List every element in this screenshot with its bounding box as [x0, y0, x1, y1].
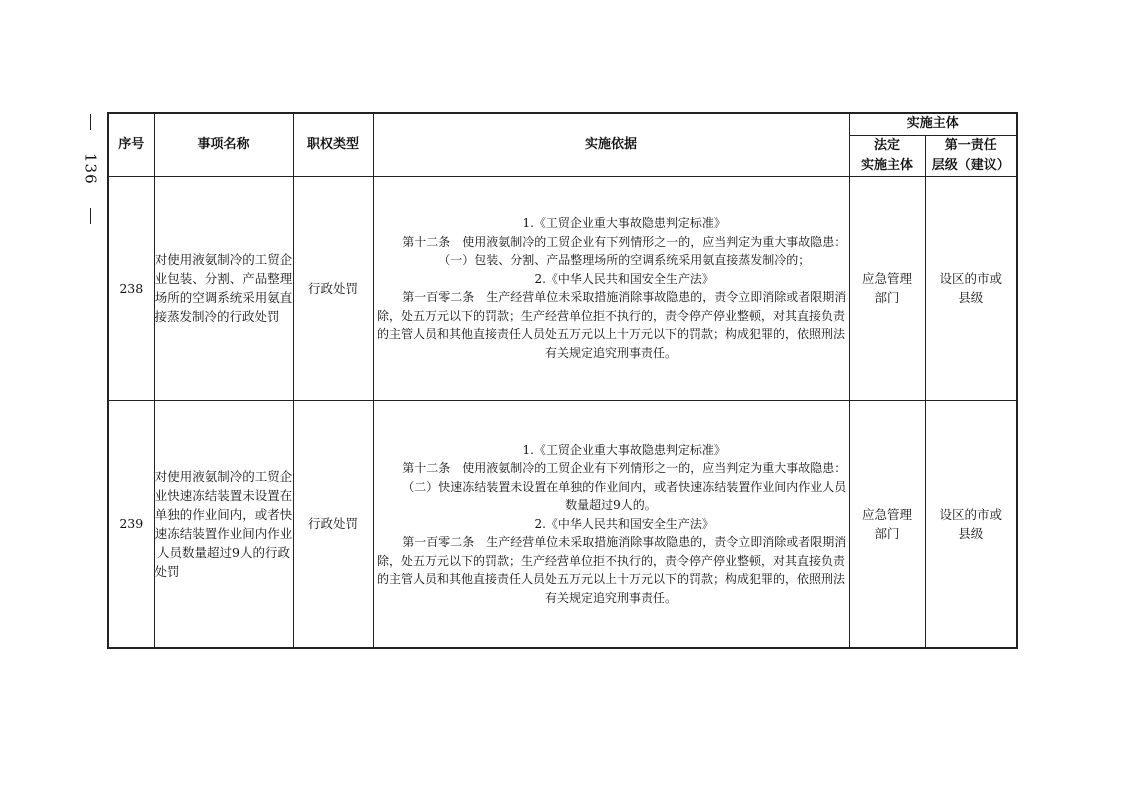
basis-line: （二）快速冻结装置未设置在单独的作业间内，或者快速冻结装置作业间内作业人员数量超过9人的。 — [402, 479, 847, 512]
row-legal-subject: 应急管理部门 — [849, 176, 925, 400]
basis-line: 第一百零二条 生产经营单位未采取措施消除事故隐患的，责令立即消除或者限期消除，处五万元以下的罚款；生产经营单位拒不执行的，责令停产停业整顿，对其直接负责的主管人员和其他直接责任人员处五万元以上十万元以下的罚款；构成犯罪的，依照刑法有关规定追究刑事责任。 — [376, 290, 847, 360]
row-first-responsibility: 设区的市或县级 — [925, 176, 1017, 400]
row-first-responsibility: 设区的市或县级 — [925, 400, 1017, 648]
header-seq: 序号 — [108, 113, 154, 176]
page-number — [80, 114, 100, 224]
row-item-name: 对使用液氨制冷的工贸企业包装、分割、产品整理场所的空调系统采用氨直接蒸发制冷的行政处罚 — [154, 176, 293, 400]
row-item-name: 对使用液氨制冷的工贸企业快速冻结装置未设置在单独的作业间内，或者快速冻结装置作业间内作业人员数量超过9人的行政处罚 — [154, 400, 293, 648]
basis-line: 第一百零二条 生产经营单位未采取措施消除事故隐患的，责令立即消除或者限期消除，处五万元以下的罚款；生产经营单位拒不执行的，责令停产停业整顿，对其直接负责的主管人员和其他直接责任人员处五万元以上十万元以下的罚款；构成犯罪的，依照刑法有关规定追究刑事责任。 — [376, 535, 847, 605]
basis-line: （一）包装、分割、产品整理场所的空调系统采用氨直接蒸发制冷的； — [438, 253, 811, 267]
header-legal-subject-line1: 法定 — [873, 137, 900, 153]
row-seq: 238 — [108, 176, 154, 400]
basis-line: 第十二条 使用液氨制冷的工贸企业有下列情形之一的，应当判定为重大事故隐患： — [402, 461, 847, 475]
row-seq: 239 — [108, 400, 154, 648]
row-power-type: 行政处罚 — [293, 176, 373, 400]
page-number-value: 136 — [81, 153, 100, 185]
basis-line: 2.《中华人民共和国安全生产法》 — [534, 271, 714, 286]
basis-line: 1.《工贸企业重大事故隐患判定标准》 — [522, 216, 726, 230]
header-first-resp-line2: 层级（建议） — [931, 157, 1010, 173]
basis-line: 第十二条 使用液氨制冷的工贸企业有下列情形之一的，应当判定为重大事故隐患： — [402, 234, 847, 249]
table-row — [108, 176, 1017, 400]
header-legal-subject — [849, 135, 925, 176]
header-legal-subject-line2: 实施主体 — [860, 157, 913, 173]
header-first-resp-line1: 第一责任 — [944, 137, 997, 153]
row-power-type: 行政处罚 — [293, 400, 373, 648]
table-row — [108, 400, 1017, 648]
page-number-dash-bottom — [90, 208, 91, 224]
basis-line: 2.《中华人民共和国安全生产法》 — [534, 516, 714, 531]
enforcement-table — [107, 112, 1018, 649]
header-first-responsibility — [925, 135, 1017, 176]
header-subject-group: 实施主体 — [849, 113, 1017, 135]
header-basis: 实施依据 — [373, 113, 849, 176]
header-power-type: 职权类型 — [293, 113, 373, 176]
page-number-dash-top — [90, 114, 91, 130]
basis-line: 1.《工贸企业重大事故隐患判定标准》 — [522, 442, 726, 457]
row-basis — [373, 400, 849, 648]
row-basis — [373, 176, 849, 400]
row-legal-subject: 应急管理部门 — [849, 400, 925, 648]
header-item-name: 事项名称 — [154, 113, 293, 176]
